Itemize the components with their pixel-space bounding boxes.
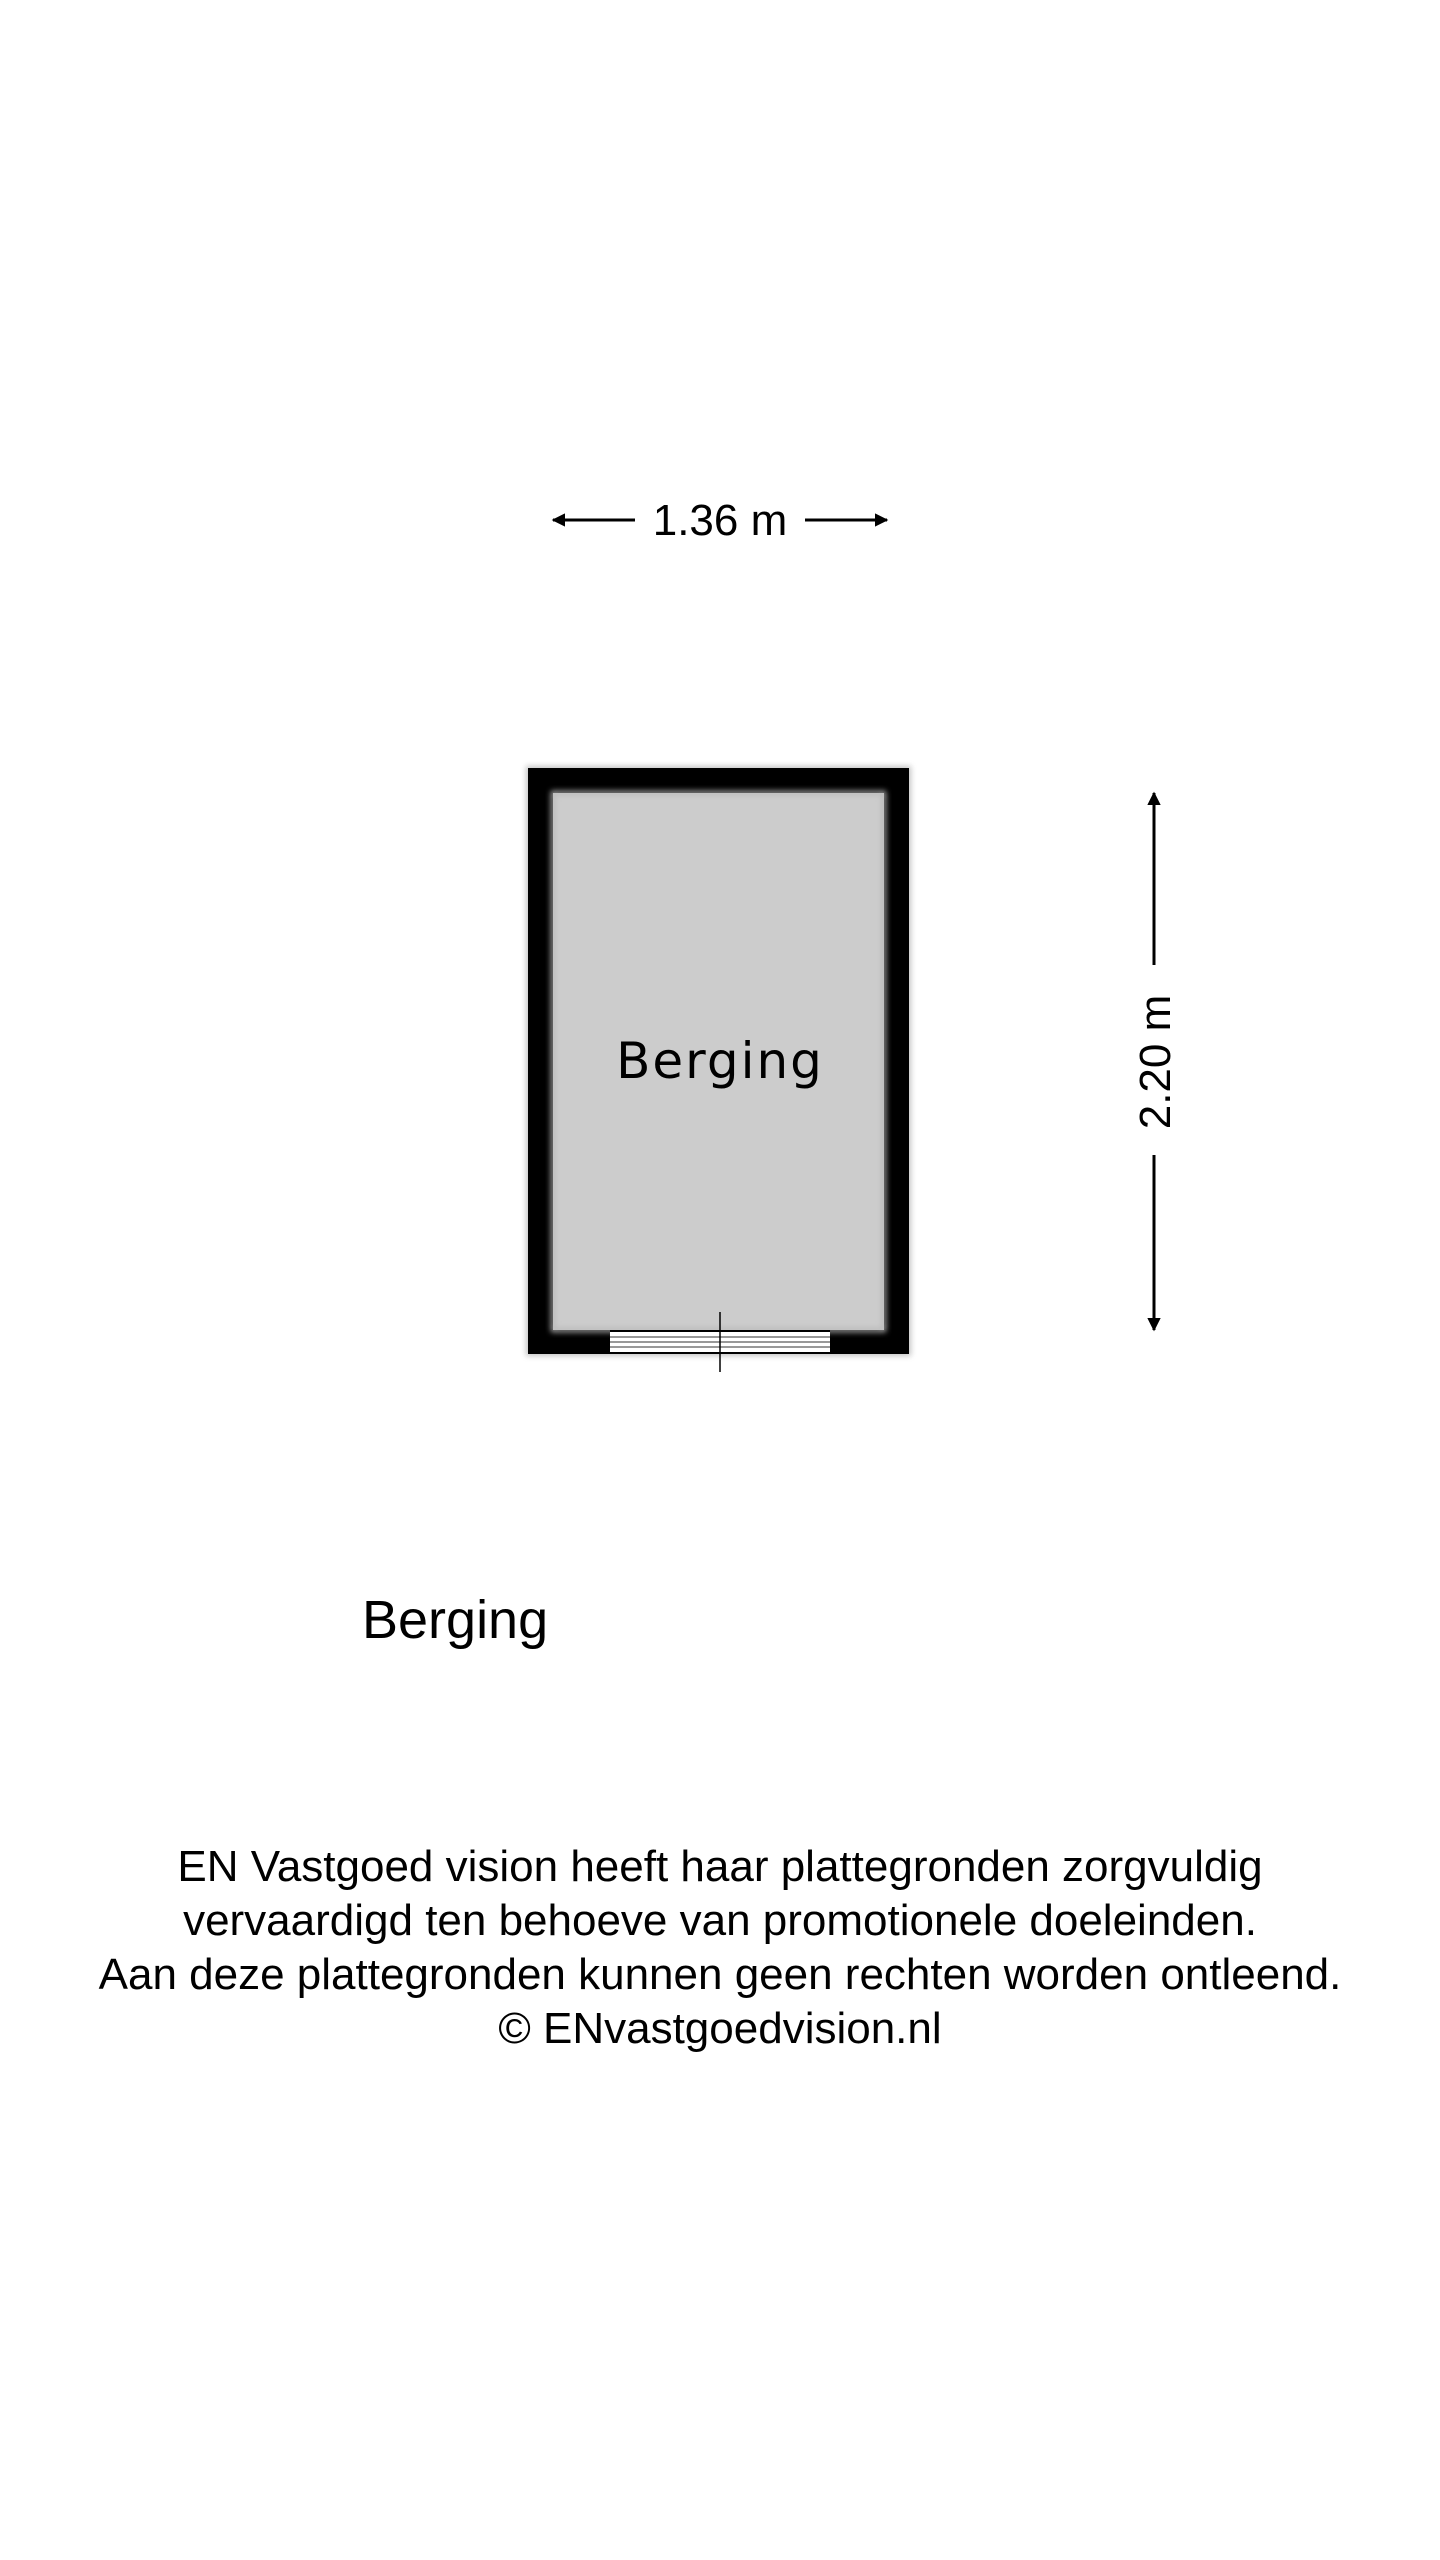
depth-label: 2.20 m bbox=[1131, 994, 1180, 1130]
disclaimer-copyright: © ENvastgoedvision.nl bbox=[498, 2004, 942, 2053]
disclaimer bbox=[0, 1840, 1440, 2056]
disclaimer-line-2: vervaardigd ten behoeve van promotionele doeleinden. bbox=[183, 1896, 1257, 1945]
room-berging bbox=[526, 766, 911, 1356]
floor-title: Berging bbox=[362, 1590, 549, 1650]
depth-dimension bbox=[1131, 793, 1180, 1330]
width-dimension bbox=[553, 496, 887, 545]
disclaimer-line-1: EN Vastgoed vision heeft haar plattegronden zorgvuldig bbox=[177, 1842, 1263, 1891]
width-label: 1.36 m bbox=[652, 496, 788, 545]
room-label: Berging bbox=[616, 1032, 824, 1090]
disclaimer-line-3: Aan deze plattegronden kunnen geen rechten worden ontleend. bbox=[98, 1950, 1342, 1999]
